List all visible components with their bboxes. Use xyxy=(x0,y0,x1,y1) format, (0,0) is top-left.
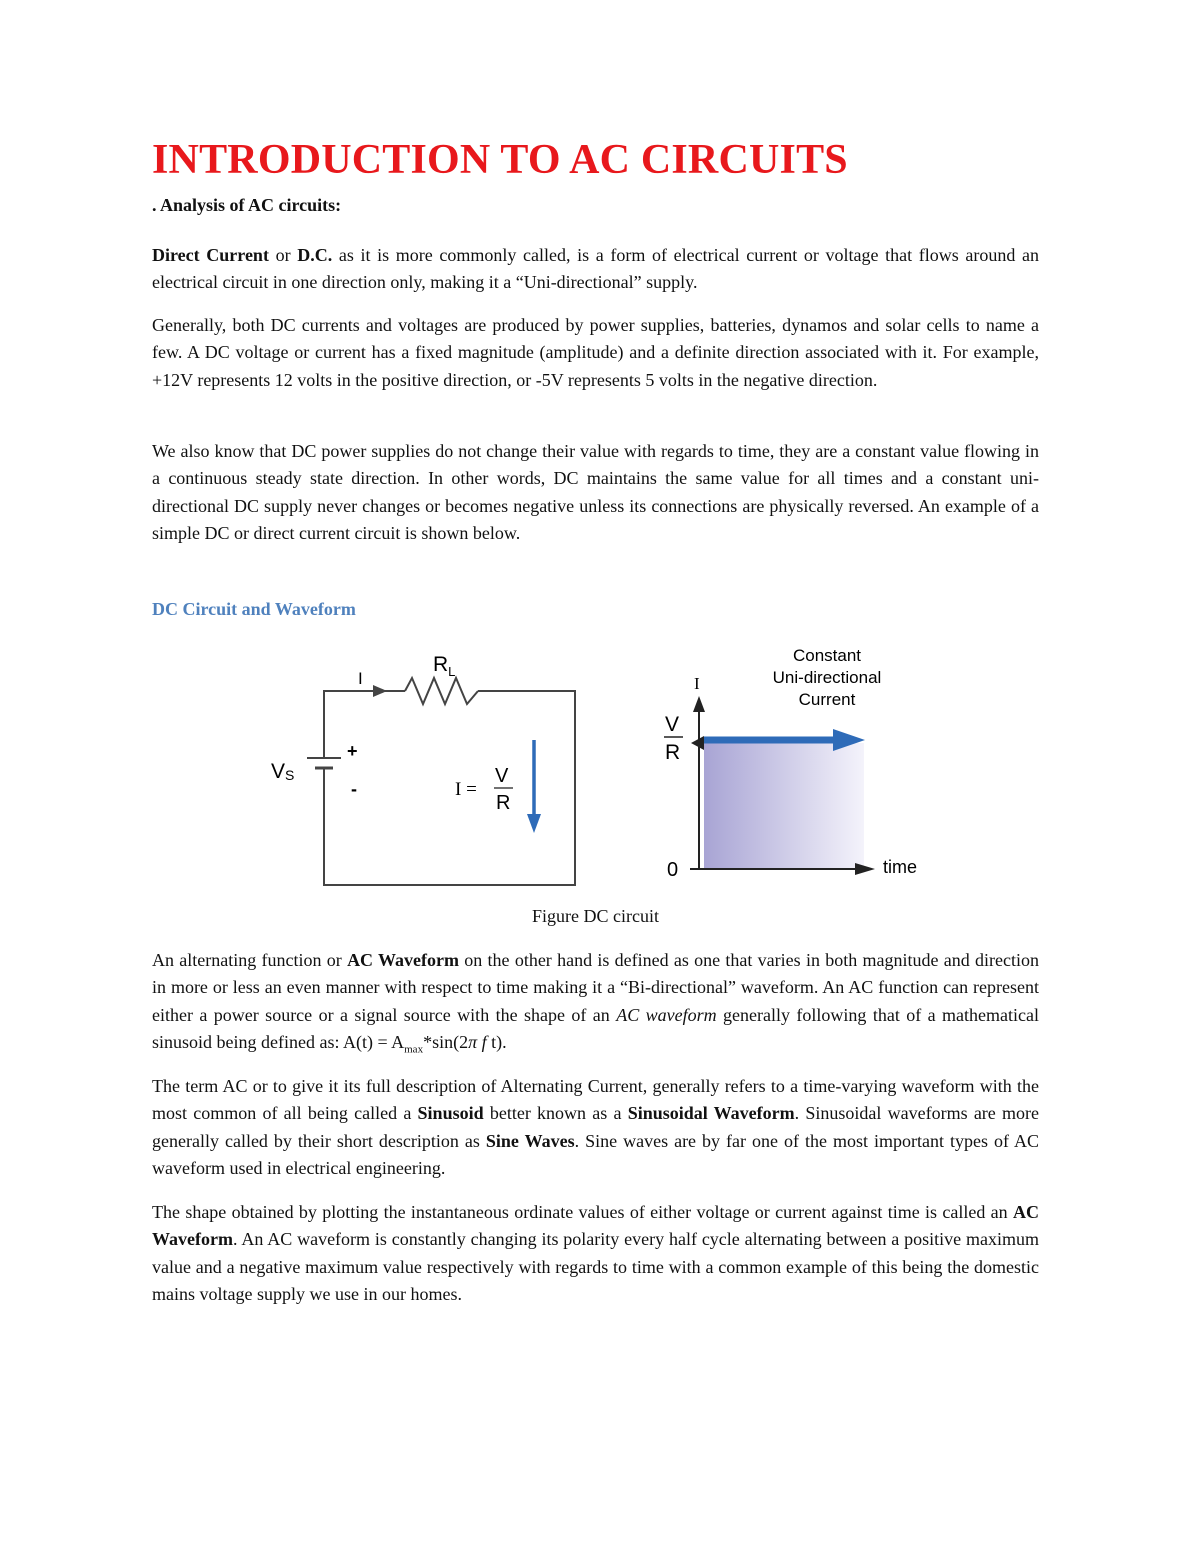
term-dc: D.C. xyxy=(297,245,333,265)
text-run: on the other hand is defined as one that varies in both magnitude and direction in more or less an even manner with respect to time making it a “Bi-directional” waveform. An AC function can represent either a power source or a signal source with the shape of an xyxy=(152,950,1039,1025)
term-direct-current: Direct Current xyxy=(152,245,269,265)
ohms-law-v: V xyxy=(495,765,509,787)
y-axis-arrowhead xyxy=(693,696,705,712)
paragraph-dc-definition xyxy=(152,242,1039,297)
ohms-law-r: R xyxy=(496,792,511,814)
circuit-wire-top-left xyxy=(324,691,405,737)
current-direction-arrowhead xyxy=(373,685,387,697)
paragraph-ac-waveform-shape xyxy=(152,1199,1039,1309)
waveform-note-line-1: Constant xyxy=(792,646,862,665)
term-sinusoidal-waveform: Sinusoidal Waveform xyxy=(627,1103,795,1124)
text-run: An alternating function or xyxy=(152,950,348,970)
section-heading: DC Circuit and Waveform xyxy=(152,599,356,619)
resistor-label xyxy=(433,653,455,679)
paragraph-ac-definition xyxy=(152,947,1039,1064)
text-run: The term AC or to give it its full description of Alternating Current, generally refers to a time-varying waveform with the most common of all being called a xyxy=(152,1076,1039,1124)
battery-minus-sign: - xyxy=(351,779,357,799)
paragraph-dc-sources: Generally, both DC currents and voltages are produced by power supplies, batteries, dynamos and solar cells to name a few. A DC voltage or current has a fixed magnitude (amplitude) and a definite direction associated with it. For example, +12V represents 12 volts in the positive direction, or -5V represents 5 volts in the negative direction. xyxy=(152,315,1039,390)
source-letter: V xyxy=(271,760,286,783)
resistor-subscript: L xyxy=(448,664,456,679)
subscript-max: max xyxy=(404,1043,424,1056)
subtitle: . Analysis of AC circuits: xyxy=(152,195,342,215)
circuit-wire-right xyxy=(324,691,575,885)
current-flow-arrowhead xyxy=(527,814,541,833)
waveform-note-line-3: Current xyxy=(798,690,856,709)
text-run: as it is more commonly called, is a form of electrical current or voltage that flows around an electrical circuit in one direction only, making it a “Uni-directional” supply. xyxy=(152,245,1039,293)
figure-caption: Figure DC circuit xyxy=(532,906,659,926)
term-ac-waveform-2: AC Waveform xyxy=(152,1202,1039,1250)
page-title: INTRODUCTION TO AC CIRCUITS xyxy=(152,137,848,183)
resistor-letter: R xyxy=(433,653,449,676)
waveform-level-v: V xyxy=(665,713,680,736)
text-run: . Sinusoidal waveforms are more generally called by their short description as xyxy=(152,1103,1040,1151)
waveform-y-axis-label: I xyxy=(694,674,700,693)
dc-circuit-figure xyxy=(255,640,955,900)
waveform-level-r: R xyxy=(665,741,681,764)
text-run: better known as a xyxy=(483,1103,628,1124)
paragraph-sinusoid xyxy=(152,1073,1039,1183)
waveform-fill-area xyxy=(704,743,864,869)
waveform-note-line-2: Uni-directional xyxy=(772,668,882,687)
formula-pi-f: π f xyxy=(468,1032,487,1053)
text-run: The shape obtained by plotting the instantaneous ordinate values of either voltage or current against time is called an xyxy=(152,1202,1013,1222)
source-subscript: S xyxy=(285,767,295,783)
waveform-x-axis-label: time xyxy=(883,857,918,877)
text-run: t). xyxy=(486,1032,507,1053)
battery-plus-sign: + xyxy=(347,741,358,761)
circuit-current-label: I xyxy=(358,669,363,688)
resistor-zigzag xyxy=(405,678,478,704)
waveform-zero-label: 0 xyxy=(667,859,679,881)
source-label xyxy=(271,760,294,783)
text-run: generally following that of a mathematical sinusoid being defined as: A(t) = A xyxy=(152,1004,1039,1053)
term-ac-waveform: AC Waveform xyxy=(347,950,459,970)
text-run: . An AC waveform is constantly changing its polarity every half cycle alternating between a positive maximum value and a negative maximum value respectively with regards to time with a common example of this being the domestic mains voltage supply we use in our homes. xyxy=(152,1229,1039,1305)
text-run: or xyxy=(268,245,298,265)
level-tick-arrow xyxy=(691,736,704,750)
text-run: *sin(2 xyxy=(423,1032,469,1053)
x-axis-arrowhead xyxy=(855,863,875,875)
term-ac-waveform-italic: AC waveform xyxy=(616,1004,717,1025)
text-run: . Sine waves are by far one of the most important types of AC waveform used in electrical engineering. xyxy=(152,1130,1039,1179)
paragraph-dc-constant: We also know that DC power supplies do not change their value with regards to time, they are a constant value flowing in a continuous steady state direction. In other words, DC maintains the same value for all times and a constant uni-directional DC supply never changes or becomes negative unless its connections are physically reversed. An example of a simple DC or direct current circuit is shown below. xyxy=(152,441,1039,544)
ohms-law-i: I = xyxy=(455,779,477,800)
term-sinusoid: Sinusoid xyxy=(417,1103,484,1124)
term-sine-waves: Sine Waves xyxy=(485,1130,575,1151)
